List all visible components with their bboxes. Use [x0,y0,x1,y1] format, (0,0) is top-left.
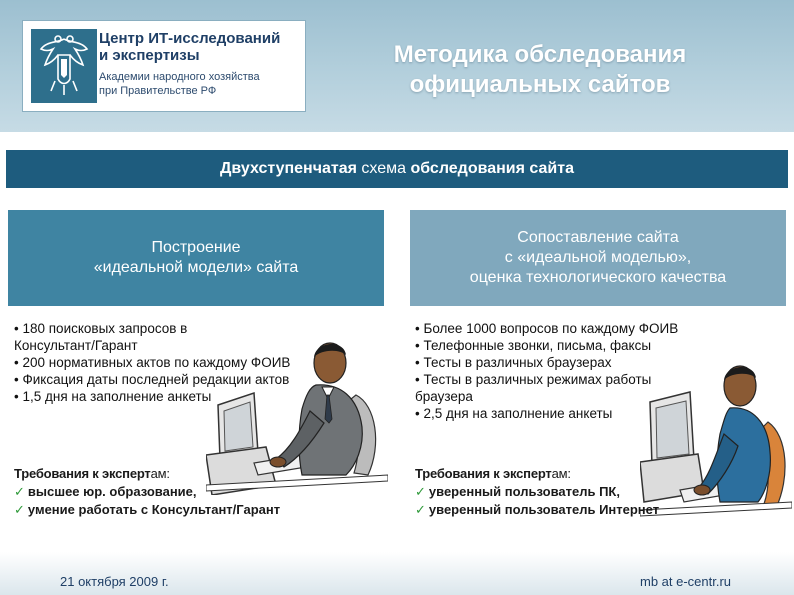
requirements-heading: Требования к экспертам: [415,466,571,481]
stage-1-requirements [14,465,280,519]
list-item: • 1,5 дня на заполнение анкеты [14,389,212,404]
stage-1-title-line1: Построение [151,239,241,256]
footer-date: 21 октября 2009 г. [60,574,169,589]
logo-affiliation: Академии народного хозяйства [99,71,260,83]
list-item: Консультант/Гарант [14,338,138,353]
list-item: • 2,5 дня на заполнение анкеты [415,406,613,421]
logo-affiliation-2: при Правительстве РФ [99,85,217,97]
list-item: • Более 1000 вопросов по каждому ФОИВ [415,321,679,336]
footer-email: mb at e-centr.ru [640,574,732,589]
header [0,0,794,132]
page-title-line1: Методика обследования [393,41,687,68]
check-mark-icon: ✓ [14,484,25,499]
requirement-item: ✓ уверенный пользователь Интернет [415,502,660,517]
list-item: • Тесты в различных режимах работы [415,372,652,387]
check-mark-icon: ✓ [415,484,426,499]
stage-2-box [410,210,786,306]
list-item: браузера [415,389,473,404]
stage-2-title-line1: Сопоставление сайта [517,229,679,246]
logo [22,20,306,112]
list-item: • 180 поисковых запросов в [14,321,188,336]
stage-2-title-line3: оценка технологического качества [469,269,727,286]
check-mark-icon: ✓ [415,502,426,517]
requirement-item: ✓ уверенный пользователь ПК, [415,484,620,499]
stage-1-title-line2: «идеальной модели» сайта [93,259,299,276]
requirements-heading: Требования к экспертам: [14,466,170,481]
eagle-emblem-icon [31,29,97,103]
banner-text-2: схема [356,160,411,177]
list-item: • 200 нормативных актов по каждому ФОИВ [14,355,291,370]
list-item: • Тесты в различных браузерах [415,355,612,370]
stage-1-box [8,210,384,306]
banner-text-1: Двухступенчатая [220,160,357,177]
list-item: • Телефонные звонки, письма, факсы [415,338,652,353]
check-mark-icon: ✓ [14,502,25,517]
stage-1-bullet-list [14,320,384,405]
page-title-line2: официальных сайтов [409,71,671,98]
scheme-banner [6,150,788,188]
stage-2-requirements [415,465,659,519]
list-item: • Фиксация даты последней редакции актов [14,372,290,387]
requirement-item: ✓ высшее юр. образование, [14,484,197,499]
banner-text-3: обследования сайта [410,160,574,177]
footer [0,552,794,595]
logo-org-name: Центр ИТ-исследований [99,30,281,47]
requirement-item: ✓ умение работать с Консультант/Гарант [14,502,281,517]
stage-2-bullet-list [415,320,785,422]
page-title [320,40,760,100]
logo-org-name-2: и экспертизы [99,47,200,64]
stage-2-title-line2: с «идеальной моделью», [504,249,692,266]
